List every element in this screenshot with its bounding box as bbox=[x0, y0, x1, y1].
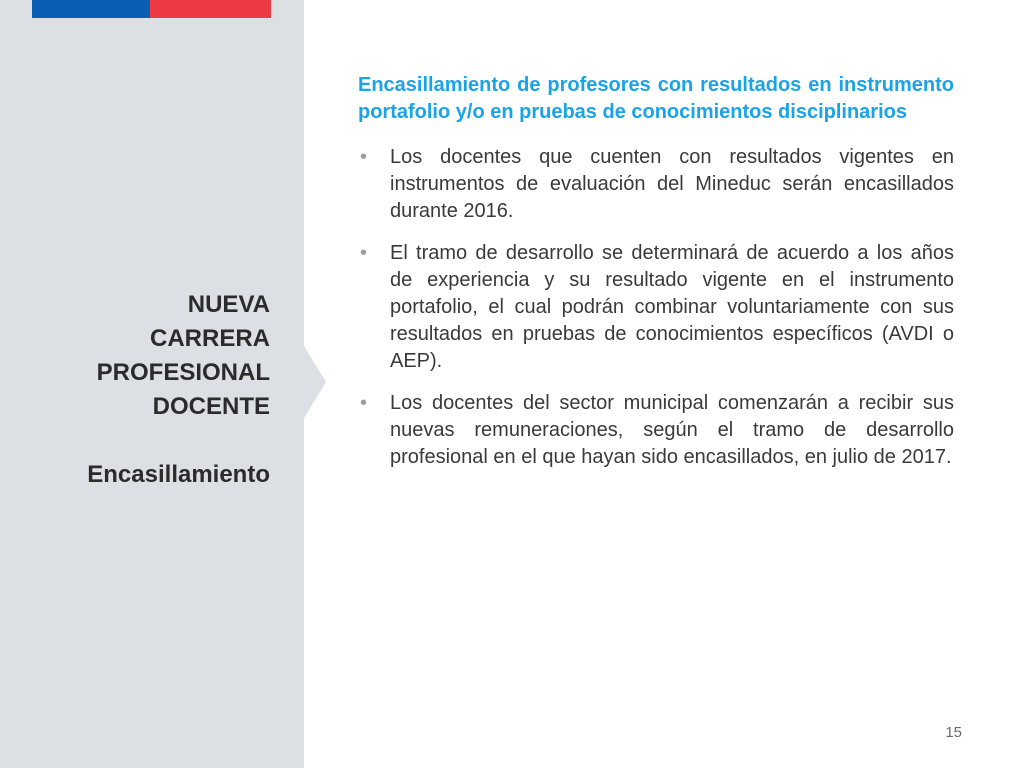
bullet-list bbox=[358, 144, 954, 471]
list-item-text: El tramo de desarrollo se determinará de acuerdo a los años de experiencia y su resultado vigente en el instrumento portafolio, el cual podrán combinar voluntariamente con sus resultados en pruebas de conocimientos específicos (AVDI o AEP). bbox=[390, 242, 954, 372]
bullet-dot-icon: • bbox=[360, 146, 368, 168]
sidebar-arrow-pointer bbox=[304, 346, 326, 418]
flag-stripe bbox=[32, 0, 271, 18]
main-content bbox=[358, 72, 954, 486]
flag-blue-segment bbox=[32, 0, 150, 18]
list-item-text: Los docentes que cuenten con resultados vigentes en instrumentos de evaluación del Mineduc serán encasillados durante 2016. bbox=[390, 146, 954, 222]
page-number: 15 bbox=[945, 724, 962, 741]
list-item bbox=[358, 240, 954, 375]
section-title-line: PROFESIONAL bbox=[96, 359, 270, 386]
bullet-dot-icon: • bbox=[360, 392, 368, 414]
content-heading: Encasillamiento de profesores con resultados en instrumento portafolio y/o en pruebas de conocimientos disciplinarios bbox=[358, 74, 954, 123]
bullet-dot-icon: • bbox=[360, 242, 368, 264]
list-item bbox=[358, 390, 954, 471]
list-item bbox=[358, 144, 954, 225]
flag-red-segment bbox=[150, 0, 271, 18]
section-title-line: CARRERA bbox=[150, 325, 270, 352]
section-title-line: NUEVA bbox=[187, 291, 270, 318]
section-title bbox=[30, 288, 270, 424]
section-title-line: DOCENTE bbox=[152, 393, 270, 420]
sidebar-panel bbox=[0, 0, 304, 768]
list-item-text: Los docentes del sector municipal comenzarán a recibir sus nuevas remuneraciones, según el tramo de desarrollo profesional en el que hayan sido encasillados, en julio de 2017. bbox=[390, 392, 954, 468]
section-subtitle: Encasillamiento bbox=[87, 461, 270, 488]
